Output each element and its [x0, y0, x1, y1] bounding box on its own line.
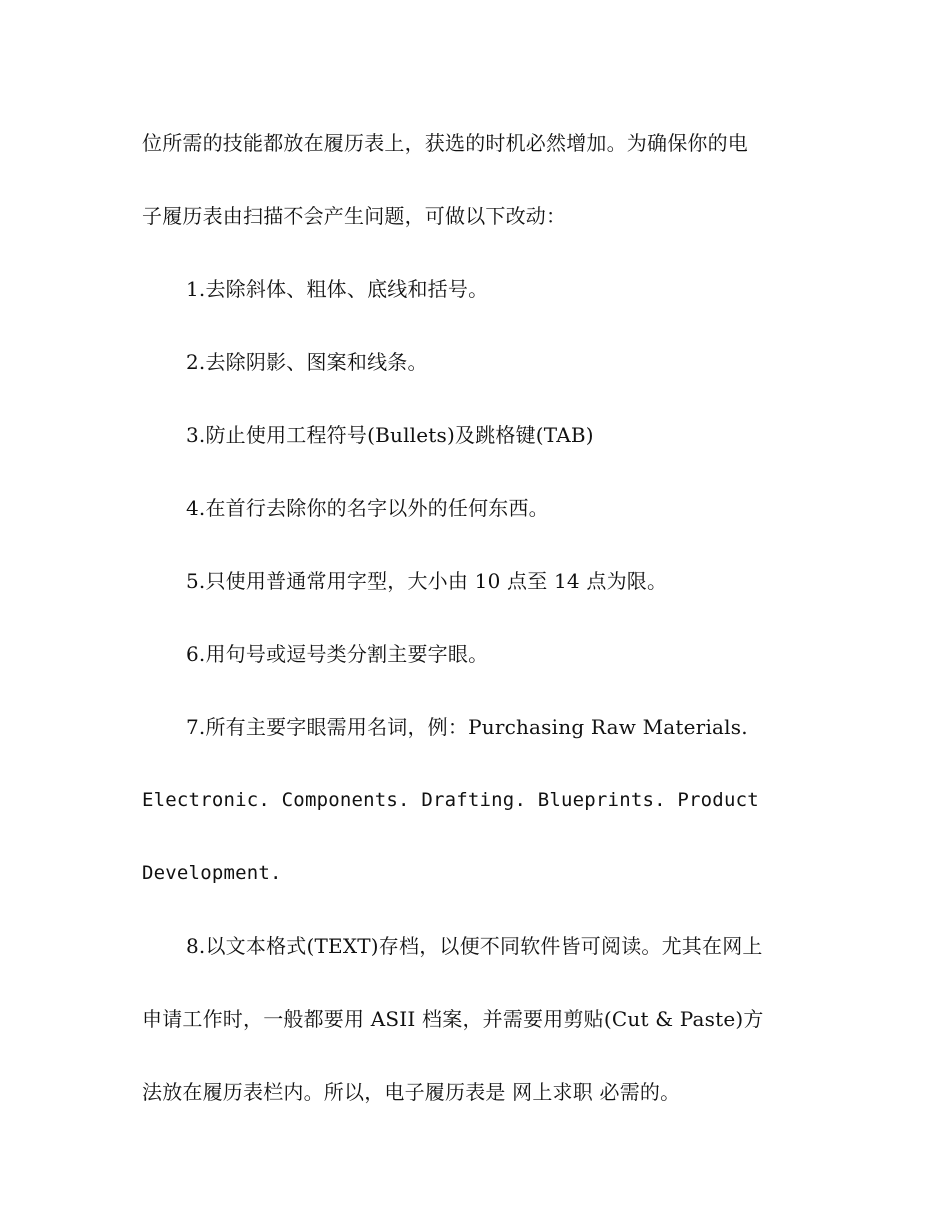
list-item-3: 3.防止使用工程符号(Bullets)及跳格键(TAB)	[186, 423, 594, 447]
paragraph-line-2: 子履历表由扫描不会产生问题，可做以下改动：	[142, 204, 567, 228]
list-item-7: 7.所有主要字眼需用名词，例：Purchasing Raw Materials.	[186, 715, 748, 739]
list-item-8-continued-1: 申请工作时，一般都要用 ASII 档案，并需要用剪贴(Cut & Paste)方	[142, 1007, 764, 1031]
list-item-8: 8.以文本格式(TEXT)存档，以便不同软件皆可阅读。尤其在网上	[186, 934, 763, 958]
list-item-6: 6.用句号或逗号类分割主要字眼。	[186, 642, 489, 666]
list-item-5: 5.只使用普通常用字型，大小由 10 点至 14 点为限。	[186, 569, 668, 593]
paragraph-line-1: 位所需的技能都放在履历表上，获选的时机必然增加。为确保你的电	[142, 131, 748, 155]
list-item-7-continued-1: Electronic. Components. Drafting. Blueprints. Product	[142, 789, 759, 811]
list-item-2: 2.去除阴影、图案和线条。	[186, 350, 428, 374]
list-item-8-continued-2: 法放在履历表栏内。所以，电子履历表是 网上求职 必需的。	[142, 1080, 681, 1104]
list-item-4: 4.在首行去除你的名字以外的任何东西。	[186, 496, 549, 520]
list-item-1: 1.去除斜体、粗体、底线和括号。	[186, 277, 489, 301]
document-body	[142, 121, 802, 1143]
list-item-7-continued-2: Development.	[142, 862, 282, 884]
